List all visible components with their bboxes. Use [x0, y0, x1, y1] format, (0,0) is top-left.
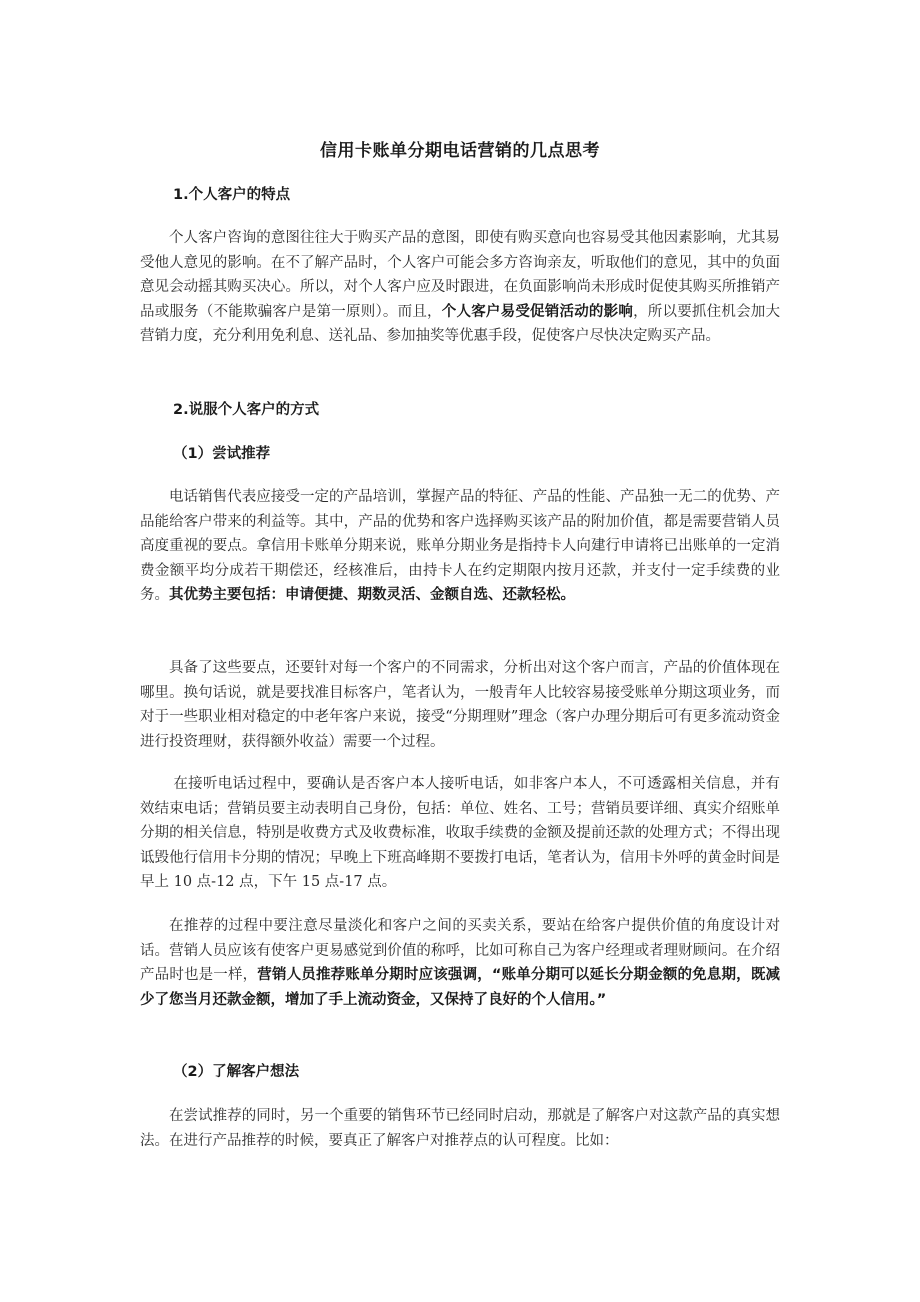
paragraph-text: 电话销售代表应接受一定的产品培训，掌握产品的特征、产品的性能、产品独一无二的优势、产品能给客户带来的利益等。其中，产品的优势和客户选择购买该产品的附加价值，都是需要营销人员高度重视的要点。拿信用卡账单分期来说，账单分期业务是指持卡人向建行申请将已出账单的一定消费金额平均分成若干期偿还，经核准后，由持卡人在约定期限内按月还款，并支付一定手续费的业务。: [140, 489, 780, 604]
bold-emphasis: 个人客户易受促销活动的影响: [441, 303, 634, 320]
section-heading-2: 2.说服个人客户的方式: [173, 402, 320, 418]
paragraph-text: 在推荐的过程中要注意尽量淡化和客户之间的买卖关系，要站在给客户提供价值的角度设计对话。营销人员应该有使客户更易感觉到价值的称呼，比如可称自己为客户经理或者理财顾问。在介绍产品时也是一样，: [140, 918, 780, 984]
paragraph-text: 个人客户咨询的意图往往大于购买产品的意图，即使有购买意向也容易受其他因素影响，尤其易受他人意见的影响。在不了解产品时，个人客户可能会多方咨询亲友，听取他们的意见，其中的负面意见会动摇其购买决心。所以，对个人客户应及时跟进，在负面影响尚未形成时促使其购买所推销产品或服务（不能欺骗客户是第一原则）。而且，: [140, 230, 780, 320]
paragraph-call-rules: 在接听电话过程中，要确认是否客户本人接听电话，如非客户本人，不可透露相关信息，并有效结束电话；营销员要主动表明自己身份，包括：单位、姓名、工号；营销员要详细、真实介绍账单分期的相关信息，特别是收费方式及收费标准，收取手续费的金额及提前还款的处理方式；不得出现诋毁他行信用卡分期的情况；早晚上下班高峰期不要拨打电话，笔者认为，信用卡外呼的黄金时间是早上 10 点-12 点，下午 15 点-17 点。: [140, 776, 780, 891]
paragraph-text: ，所以要抓住机会加大营销力度，充分利用免利息、送礼品、参加抽奖等优惠手段，促使客户尽快决定购买产品。: [140, 303, 780, 345]
document-title: 信用卡账单分期电话营销的几点思考: [320, 141, 600, 161]
subsection-heading-try-recommend: （1）尝试推荐: [173, 446, 271, 462]
section-heading-1: 1.个人客户的特点: [173, 187, 291, 203]
paragraph-individual-traits: [140, 226, 780, 349]
paragraph-understand-customer: 在尝试推荐的同时，另一个重要的销售环节已经同时启动，那就是了解客户对这款产品的真实想法。在进行产品推荐的时候，要真正了解客户对推荐点的认可程度。比如：: [140, 1108, 780, 1149]
subsection-heading-customer-thoughts: （2）了解客户想法: [173, 1064, 300, 1080]
bold-emphasis: 其优势主要包括：申请便捷、期数灵活、金额自选、还款轻松。: [169, 587, 575, 604]
bold-emphasis: 营销人员推荐账单分期时应该强调，“账单分期可以延长分期金额的免息期，既减少了您当月还款金额，增加了手上流动资金，又保持了良好的个人信用。”: [140, 967, 780, 1008]
paragraph-target-customers: 具备了这些要点，还要针对每一个客户的不同需求，分析出对这个客户而言，产品的价值体现在哪里。换句话说，就是要找准目标客户，笔者认为，一般青年人比较容易接受账单分期这项业务，而对于一些职业相对稳定的中老年客户来说，接受“分期理财”理念（客户办理分期后可有更多流动资金进行投资理财，获得额外收益）需要一个过程。: [140, 660, 780, 750]
paragraph-recommend-process: [140, 914, 780, 1012]
paragraph-product-training: [140, 485, 780, 608]
